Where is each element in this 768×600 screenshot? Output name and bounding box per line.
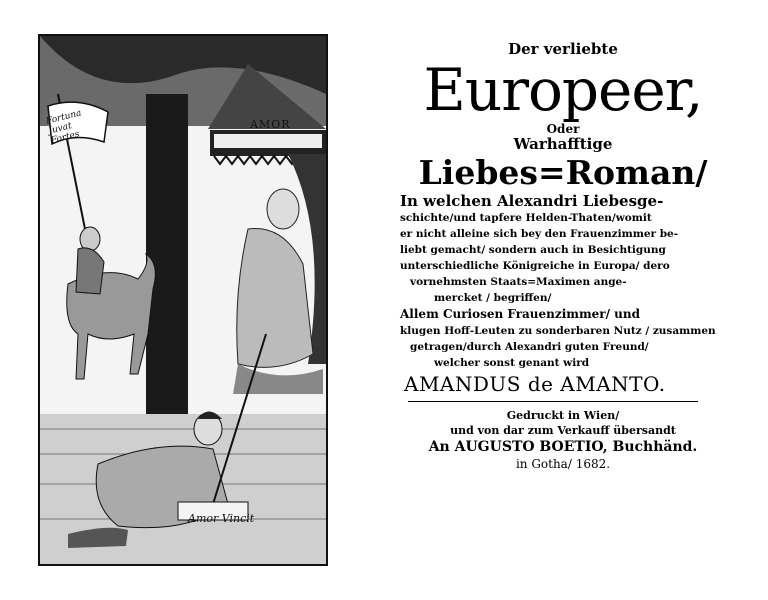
title-page <box>398 40 728 570</box>
imprint-line-1: Gedruckt in Wien/ <box>506 409 620 422</box>
body-line: getragen/durch Alexandri guten Freund/ <box>410 341 649 353</box>
title-body <box>398 193 728 371</box>
body-line: unterschiedliche Königreiche in Europa/ dero <box>400 260 670 272</box>
subtitle: Liebes=Roman/ <box>418 153 708 192</box>
body-line: welcher sonst genant wird <box>434 357 590 369</box>
body-line: Allem Curiosen Frauenzimmer/ und <box>400 307 641 321</box>
body-line: schichte/und tapfere Helden-Thaten/womit <box>400 212 652 224</box>
banner-inscription: Fortuna Juvat Fortes <box>45 108 83 147</box>
title-line-der: Der verliebte <box>508 40 618 58</box>
publisher-line: An AUGUSTO BOETIO, Buchhänd. <box>428 439 698 455</box>
title-line-warhafftige: Warhafftige <box>513 135 613 153</box>
body-line: klugen Hoff-Leuten zu sonderbaren Nutz / zusammen <box>400 325 716 337</box>
author-name: AMANDUS de AMANTO. <box>404 372 666 396</box>
body-line: liebt gemacht/ sondern auch in Besichtigung <box>400 244 666 256</box>
place-date-line: in Gotha/ 1682. <box>515 457 611 471</box>
body-line: In welchen Alexandri Liebesge- <box>400 192 664 210</box>
title-line-oder: Oder <box>546 122 580 136</box>
motto-inscription: Amor Vincit <box>188 512 255 525</box>
body-line: er nicht alleine sich bey den Frauenzimmer be- <box>400 228 679 240</box>
imprint-line-2: und von dar zum Verkauff übersandt <box>450 424 676 437</box>
tent-inscription: AMOR <box>250 118 291 131</box>
main-title: Europeer, <box>423 56 703 124</box>
body-line: mercket / begriffen/ <box>434 292 552 304</box>
frontispiece-engraving <box>38 34 328 566</box>
body-line: vornehmsten Staats=Maximen ange- <box>410 276 627 288</box>
divider-rule <box>408 401 698 402</box>
